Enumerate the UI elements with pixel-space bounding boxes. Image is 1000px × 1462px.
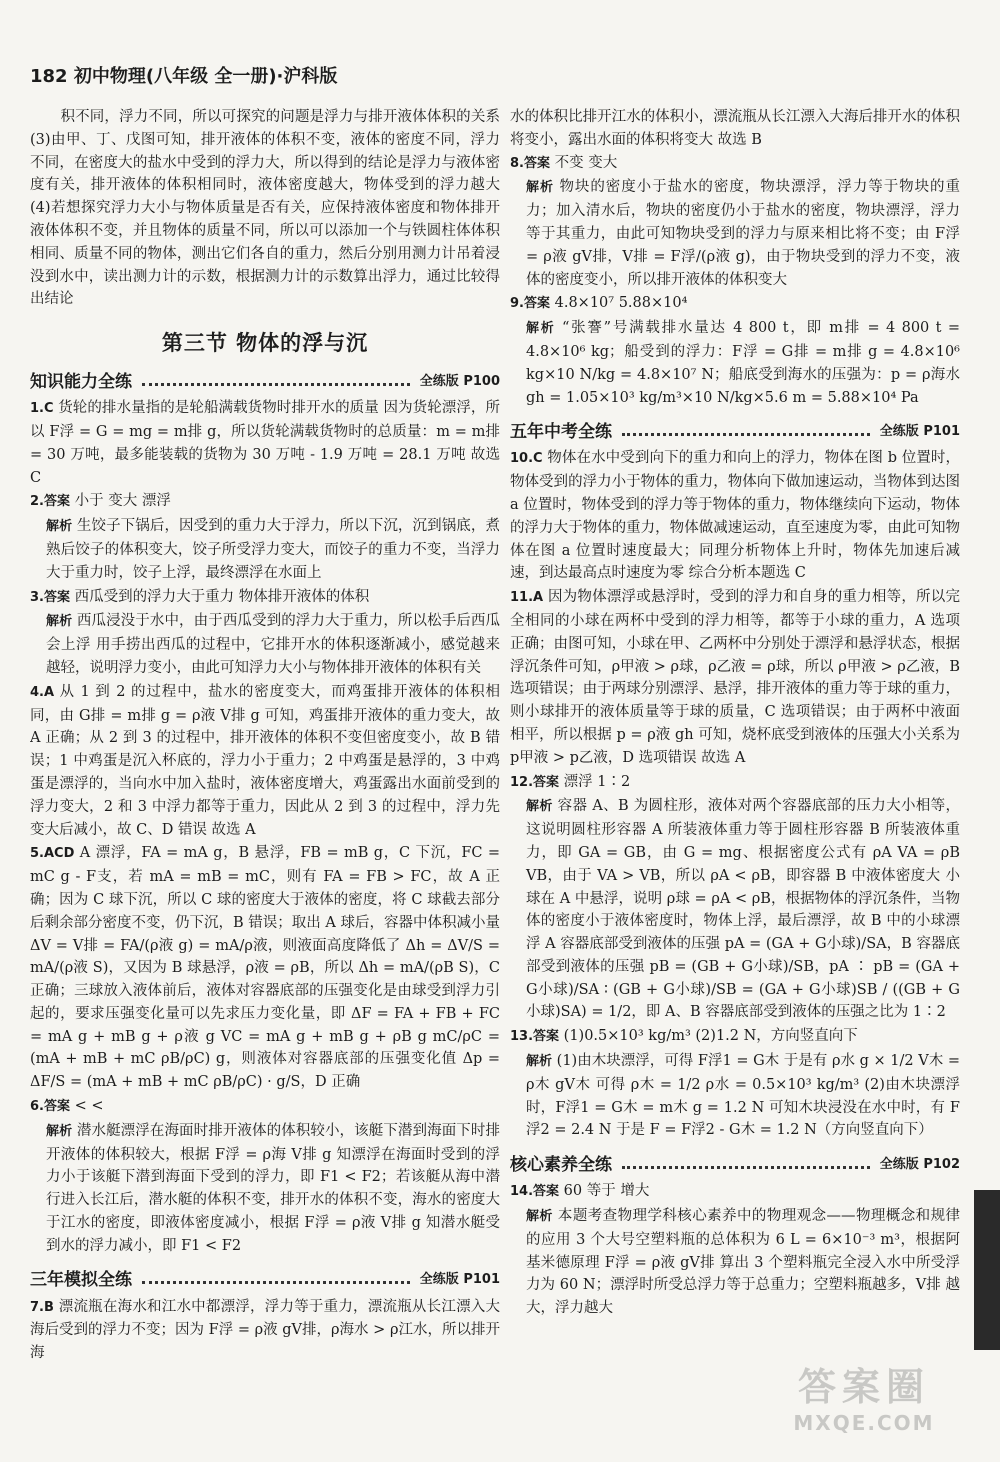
band-divider: [142, 1271, 410, 1284]
answer-list: [30, 397, 500, 1257]
answer-item: [30, 1095, 500, 1119]
watermark-url: MXQE.COM: [793, 1411, 935, 1435]
item-text: 从 1 到 2 的过程中，盐水的密度变大，而鸡蛋排开液体的体积相同，由 G排 = m排 g = ρ液 V排 g 可知，鸡蛋排开液体的重力变大，故 A 正确；从 2 到 3 的过程中，排开液体的体积不变但密度变小，故 B 错误；1 中鸡蛋是沉入杯底的，浮力小于重力；2 中鸡蛋是悬浮的，3 中鸡蛋是漂浮的，当向水中加入盐时，液体密度增大，鸡蛋露出水面前受到的浮力变大，2 和 3 中浮力都等于重力，因此从 2 到 3 的过程中，浮力先变大后减小，故 C、D 错误 故选 A: [30, 683, 500, 838]
answer-item: [30, 586, 500, 610]
answer-list: [510, 152, 960, 410]
item-tag: 解析: [526, 180, 554, 196]
band-page: 全练版 P101: [419, 1272, 500, 1288]
band-title: 三年模拟全练: [30, 1270, 132, 1291]
item-tag: 解析: [526, 1054, 553, 1070]
item-text: “张謇”号满载排水量达 4 800 t，即 m排 = 4 800 t = 4.8×10⁶ kg；船受到的浮力：F浮 = G排 = m排 g = 4.8×10⁶ kg×10 N/kg = 4.8×10⁷ N；船底受到海水的压强为：p = ρ海水 gh = 1.05×10³ kg/m³×10 N/kg×5.6 m = 5.88×10⁴ Pa: [526, 320, 960, 406]
item-number: 1.C: [30, 401, 54, 417]
item-text: 潜水艇漂浮在海面时排开液体的体积较小，该艇下潜到海面下时排开液体的体积较大，根据 F浮 = ρ海 V排 g 知漂浮在海面时受到的浮力小于该艇下潜到海面下受到的浮力，即 F1 < F2；若该艇从海中潜行进入长江后，潜水艇的体积不变，排开水的体积不变，海水的密度大于江水的密度，即液体密度减小，根据 F浮 = ρ液 V排 g 知潜水艇受到水的浮力减小，即 F1 < F2: [46, 1122, 500, 1254]
item-text: A 漂浮，FA = mA g，B 悬浮，FB = mB g，C 下沉，FC = mC g - F支，若 mA = mB = mC，则有 FA = FB > FC，故 A 正确；因为 C 球下沉，所以 C 球的密度大于液体的密度，将 C 球截去部分后剩余部分密度不变，仍下沉，B 错误；取出 A 球后，容器中体积减小量 ΔV = V排 = FA/(ρ液 g) = mA/ρ液，则液面高度降低了 Δh = ΔV/S = mA/(ρ液 S)，又因为 B 球悬浮，ρ液 = ρB，所以 Δh = mA/(ρB S)，C 正确；三球放入液体前后，液体对容器底部的压强变化是由球受到浮力引起的，要求压强变化量可以先求压力变化量，即 ΔF = FA + FB + FC = mA g + mB g + ρ液 g VC = mA g + mB g + ρB g mC/ρC = (mA + mB + mC ρB/ρC) g，则液体对容器底部的压强变化值 Δp = ΔF/S = (mA + mB + mC ρB/ρC) · g/S，D 正确: [30, 845, 500, 1091]
answer-item: [510, 1025, 960, 1049]
page-edge-tab: [974, 1190, 1000, 1350]
item-text: 生饺子下锅后，因受到的重力大于浮力，所以下沉，沉到锅底，煮熟后饺子的体积变大，饺子所受浮力变大，而饺子的重力不变，当浮力大于重力时，饺子上浮，最终漂浮在水面上: [46, 518, 500, 581]
answer-list: [30, 1296, 500, 1365]
band-page: 全练版 P101: [879, 423, 960, 439]
band-title: 核心素养全练: [510, 1154, 612, 1175]
item-text: 物块的密度小于盐水的密度，物块漂浮，浮力等于物块的重力；加入清水后，物块的密度仍小于盐水的密度，物块漂浮，浮力等于其重力，由此可知物块受到的浮力与原来相比将不变；由 F浮 = ρ液 gV排，V排 = F浮/(ρ液 g)，由于物块受到的浮力不变，液体的密度变小，所以排开液体的体积变大: [526, 179, 960, 288]
page-header: 182 初中物理(八年级 全一册)·沪科版: [30, 66, 338, 87]
item-number: 3.: [30, 589, 44, 605]
continued-paragraph: 水的体积比排开江水的体积小，漂流瓶从长江漂入大海后排开水的体积将变小，露出水面的体积将变大 故选 B: [510, 109, 960, 148]
section-title: 第三节 物体的浮与沉: [161, 331, 369, 356]
answer-item: [510, 176, 960, 291]
band-title: 五年中考全练: [510, 421, 612, 442]
item-tag: 解析: [46, 1123, 73, 1139]
item-text: 因为物体漂浮或悬浮时，受到的浮力和自身的重力相等，所以完全相同的小球在两杯中受到的浮力相等，都等于小球的重力，A 选项正确；由图可知，小球在甲、乙两杯中分别处于漂浮和悬浮状态，根据浮沉条件可知，ρ甲液 > ρ球，ρ乙液 = ρ球，所以 ρ甲液 > ρ乙液，B 选项错误；由于两球分别漂浮、悬浮，排开液体的重力等于球的重力，则小球排开的液体质量等于球的质量，C 选项错误；由于两杯中液面相平，所以根据 p = ρ液 gh 可知，烧杯底受到液体的压强大小关系为 p甲液 > p乙液，D 选项错误 故选 A: [510, 589, 960, 766]
answer-item: [510, 771, 960, 795]
item-tag: 解析: [46, 519, 73, 535]
item-text: 本题考查物理学科核心素养中的物理观念——物理概念和规律的应用 3 个大号空塑料瓶的总体积为 6 L = 6×10⁻³ m³，根据阿基米德原理 F浮 = ρ液 gV排 算出 3 个塑料瓶完全浸入水中所受浮力为 60 N；漂浮时所受总浮力等于总重力；空塑料瓶越多，V排 越大，浮力越大: [526, 1208, 960, 1317]
item-tag: 解析: [526, 1209, 553, 1225]
band-core: [510, 1150, 960, 1174]
item-text: 西瓜受到的浮力大于重力 物体排开液体的体积: [74, 588, 370, 605]
band-divider: [142, 373, 410, 386]
item-number: 5.ACD: [30, 846, 75, 862]
answer-item: [510, 292, 960, 316]
band-divider: [622, 423, 870, 436]
right-column: [510, 106, 960, 1436]
answer-item: [30, 1120, 500, 1258]
item-number: 4.A: [30, 684, 55, 700]
intro-paragraph: 积不同，浮力不同，所以可探究的问题是浮力与排开液体体积的关系 (3)由甲、丁、戊图可知，排开液体的体积不变，液体的密度不同，浮力不同，在密度大的盐水中受到的浮力大，所以得到的结论是浮力与液体密度有关，排开液体的体积相同时，液体密度越大，物体受到的浮力越大 (4)若想探究浮力大小与物体质量是否有关，应保持液体密度和物体排开液体体积不变，并且物体的质量不同，所以可以添加一个与铁圆柱体体积相同、质量不同的物体，测出它们各自的重力，然后分别用测力计吊着浸没到水中，读出测力计的示数，根据测力计的示数算出浮力，通过比较得出结论: [30, 109, 500, 308]
item-text: 西瓜浸没于水中，由于西瓜受到的浮力大于重力，所以松手后西瓜会上浮 用手捞出西瓜的过程中，它排开水的体积逐渐减小，感觉越来越轻，说明浮力变小，由此可知浮力大小与物体排开液体的体积有关: [46, 613, 500, 676]
watermark-logo: [764, 1356, 964, 1436]
item-tag: 答案: [43, 1099, 70, 1115]
answer-item: [510, 317, 960, 409]
band-exam: [510, 417, 960, 441]
item-number: 14.: [510, 1184, 534, 1200]
answer-item: [510, 795, 960, 1024]
answer-item: [510, 152, 960, 176]
item-text: 小于 变大 漂浮: [74, 493, 171, 510]
band-title: 知识能力全练: [30, 371, 132, 392]
band-divider: [622, 1156, 870, 1169]
item-tag: 答案: [43, 494, 70, 510]
item-number: 12.: [510, 774, 534, 790]
item-text: 漂浮 1∶2: [563, 773, 631, 790]
item-number: 7.B: [30, 1299, 54, 1315]
item-tag: 答案: [43, 589, 70, 605]
item-tag: 答案: [533, 774, 560, 790]
answer-item: [30, 1296, 500, 1365]
item-tag: 答案: [533, 1184, 560, 1200]
item-number: 9.: [510, 296, 524, 312]
item-tag: 答案: [523, 296, 550, 312]
left-column: [30, 106, 500, 1436]
item-tag: 解析: [526, 799, 553, 815]
item-text: 容器 A、B 为圆柱形，液体对两个容器底部的压力大小相等，这说明圆柱形容器 A 所装液体重力等于圆柱形容器 B 所装液体重力，即 GA = GB，由 G = mg、根据密度公式有 ρA VA = ρB VB，由于 VA > VB，所以 ρA < ρB，即容器 B 中液体密度大 小球在 A 中悬浮，说明 ρ球 = ρA < ρB，根据物体的浮沉条件，当物体的密度小于液体密度时，物体上浮，最后漂浮，故 B 中的小球漂浮 A 容器底部受到液体的压强 pA = (GA + G小球)/SA，B 容器底部受到液体的压强 pB = (GB + G小球)/SB，pA ∶ pB = (GA + G小球)/SA ∶ (GB + G小球)/SB = (GA + G小球)SB / ((GB + G小球)SA) = 1/2，即 A、B 容器底部受到液体的压强之比为 1∶2: [526, 798, 960, 1021]
answer-item: [510, 447, 960, 585]
item-number: 2.: [30, 494, 44, 510]
answer-item: [510, 586, 960, 769]
band-page: 全练版 P100: [419, 373, 500, 389]
item-number: 13.: [510, 1029, 534, 1045]
item-tag: 解析: [526, 321, 556, 337]
item-text: (1)0.5×10³ kg/m³ (2)1.2 N，方向竖直向下: [563, 1028, 858, 1045]
band-knowledge: [30, 367, 500, 391]
watermark-text: 答案圈: [797, 1365, 930, 1409]
item-text: 不变 变大: [554, 154, 618, 171]
answer-item: [30, 397, 500, 489]
item-number: 11.A: [510, 590, 544, 606]
answer-list: [510, 1180, 960, 1320]
answer-item: [510, 1205, 960, 1320]
item-text: (1)由木块漂浮，可得 F浮1 = G木 于是有 ρ水 g × 1/2 V木 = ρ木 gV木 可得 ρ木 = 1/2 ρ水 = 0.5×10³ kg/m³ (2)由木块漂浮时，F浮1 = G木 = m木 g = 1.2 N 可知木块浸没在水中时，有 F浮2 = 2.4 N 于是 F = F浮2 - G木 = 1.2 N（方向竖直向下）: [526, 1053, 960, 1139]
item-text: 货轮的排水量指的是轮船满载货物时排开水的质量 因为货轮漂浮，所以 F浮 = G = mg = m排 g，所以货轮满载货物时的总质量：m = m排 = 30 万吨，最多能装载的货物为 30 万吨 - 1.9 万吨 = 28.1 万吨 故选 C: [30, 400, 500, 486]
item-text: 漂流瓶在海水和江水中都漂浮，浮力等于重力，漂流瓶从长江漂入大海后受到的浮力不变；因为 F浮 = ρ液 gV排，ρ海水 > ρ江水，所以排开海: [30, 1298, 500, 1362]
item-number: 10.C: [510, 451, 543, 467]
answer-item: [30, 515, 500, 584]
answer-list: [510, 447, 960, 1142]
band-mock: [30, 1266, 500, 1290]
answer-item: [30, 681, 500, 842]
band-page: 全练版 P102: [879, 1156, 960, 1172]
item-text: 60 等于 增大: [563, 1183, 650, 1200]
item-number: 8.: [510, 155, 524, 171]
answer-item: [30, 610, 500, 679]
item-tag: 解析: [46, 614, 73, 630]
item-tag: 答案: [533, 1029, 560, 1045]
item-number: 6.: [30, 1099, 44, 1115]
item-text: 4.8×10⁷ 5.88×10⁴: [554, 295, 688, 312]
answer-item: [510, 1050, 960, 1142]
item-text: 物体在水中受到向下的重力和向上的浮力，物体在图 b 位置时，物体受到的浮力小于物体的重力，物体向下做加速运动，当物体到达图 a 位置时，物体受到的浮力等于物体的重力，物体继续向下运动，物体的浮力大于物体的重力，物体做减速运动，直至速度为零，由此可知物体在图 a 位置时速度最大；同理分析物体上升时，物体先加速后减速，到达最高点时速度为零 综合分析本题选 C: [510, 450, 960, 582]
answer-item: [30, 842, 500, 1094]
answer-item: [510, 1180, 960, 1204]
item-tag: 答案: [523, 155, 550, 171]
item-text: < <: [74, 1098, 104, 1115]
answer-item: [30, 490, 500, 514]
